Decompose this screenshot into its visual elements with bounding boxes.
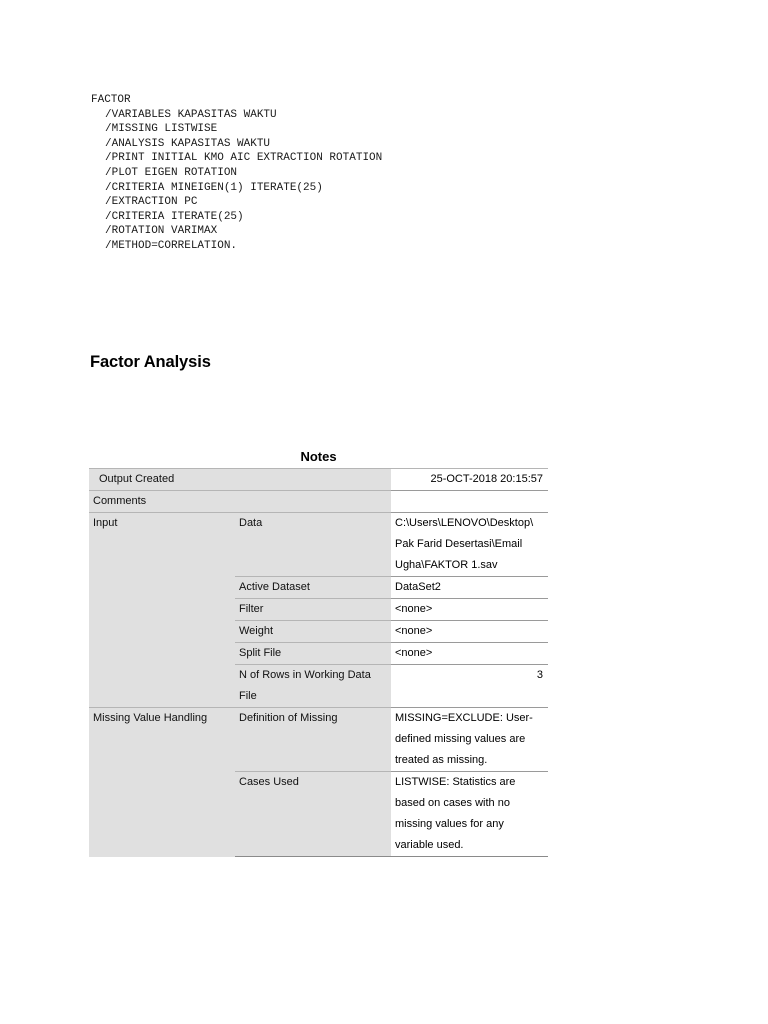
table-row <box>89 708 548 772</box>
row-group-missing: Missing Value Handling <box>89 708 235 857</box>
value-filter: <none> <box>391 599 548 621</box>
syntax-line: /CRITERIA ITERATE(25) <box>105 210 244 223</box>
syntax-line: FACTOR <box>91 94 131 106</box>
notes-table-container <box>89 447 548 857</box>
table-row <box>89 513 548 577</box>
syntax-line: /ANALYSIS KAPASITAS WAKTU <box>105 137 271 150</box>
row-label-definition-of-missing: Definition of Missing <box>235 708 391 772</box>
row-label-active-dataset: Active Dataset <box>235 577 391 599</box>
syntax-line: /ROTATION VARIMAX <box>105 225 218 238</box>
value-active-dataset: DataSet2 <box>391 577 548 599</box>
notes-title: Notes <box>300 449 337 464</box>
row-label-filter: Filter <box>235 599 391 621</box>
row-label-cases-used: Cases Used <box>235 772 391 857</box>
syntax-line: /VARIABLES KAPASITAS WAKTU <box>105 108 277 121</box>
row-label-data: Data <box>235 513 391 577</box>
syntax-line: /METHOD=CORRELATION. <box>105 239 238 252</box>
value-data: C:\Users\LENOVO\Desktop\ Pak Farid Desertasi\Email Ugha\FAKTOR 1.sav <box>391 513 548 577</box>
row-label-weight: Weight <box>235 621 391 643</box>
notes-table <box>89 468 548 857</box>
value-cases-used: LISTWISE: Statistics are based on cases with no missing values for any variable used. <box>391 772 548 857</box>
value-n-rows: 3 <box>391 665 548 708</box>
syntax-line: /PRINT INITIAL KMO AIC EXTRACTION ROTATION <box>105 152 383 165</box>
value-comments <box>391 491 548 513</box>
syntax-line: /MISSING LISTWISE <box>105 123 218 136</box>
section-heading: Factor Analysis <box>90 353 211 371</box>
value-split-file: <none> <box>391 643 548 665</box>
syntax-line: /CRITERIA MINEIGEN(1) ITERATE(25) <box>105 181 323 194</box>
row-label-split-file: Split File <box>235 643 391 665</box>
syntax-line: /PLOT EIGEN ROTATION <box>105 166 238 179</box>
table-row <box>89 491 548 513</box>
value-definition-of-missing: MISSING=EXCLUDE: User-defined missing values are treated as missing. <box>391 708 548 772</box>
value-weight: <none> <box>391 621 548 643</box>
table-row <box>89 469 548 491</box>
value-output-created: 25-OCT-2018 20:15:57 <box>391 469 548 491</box>
row-label-output-created: Output Created <box>89 469 391 491</box>
syntax-block <box>91 93 382 254</box>
row-group-input: Input <box>89 513 235 708</box>
row-label-n-rows: N of Rows in Working Data File <box>235 665 391 708</box>
syntax-line: /EXTRACTION PC <box>105 196 198 209</box>
row-label-comments: Comments <box>89 491 391 513</box>
